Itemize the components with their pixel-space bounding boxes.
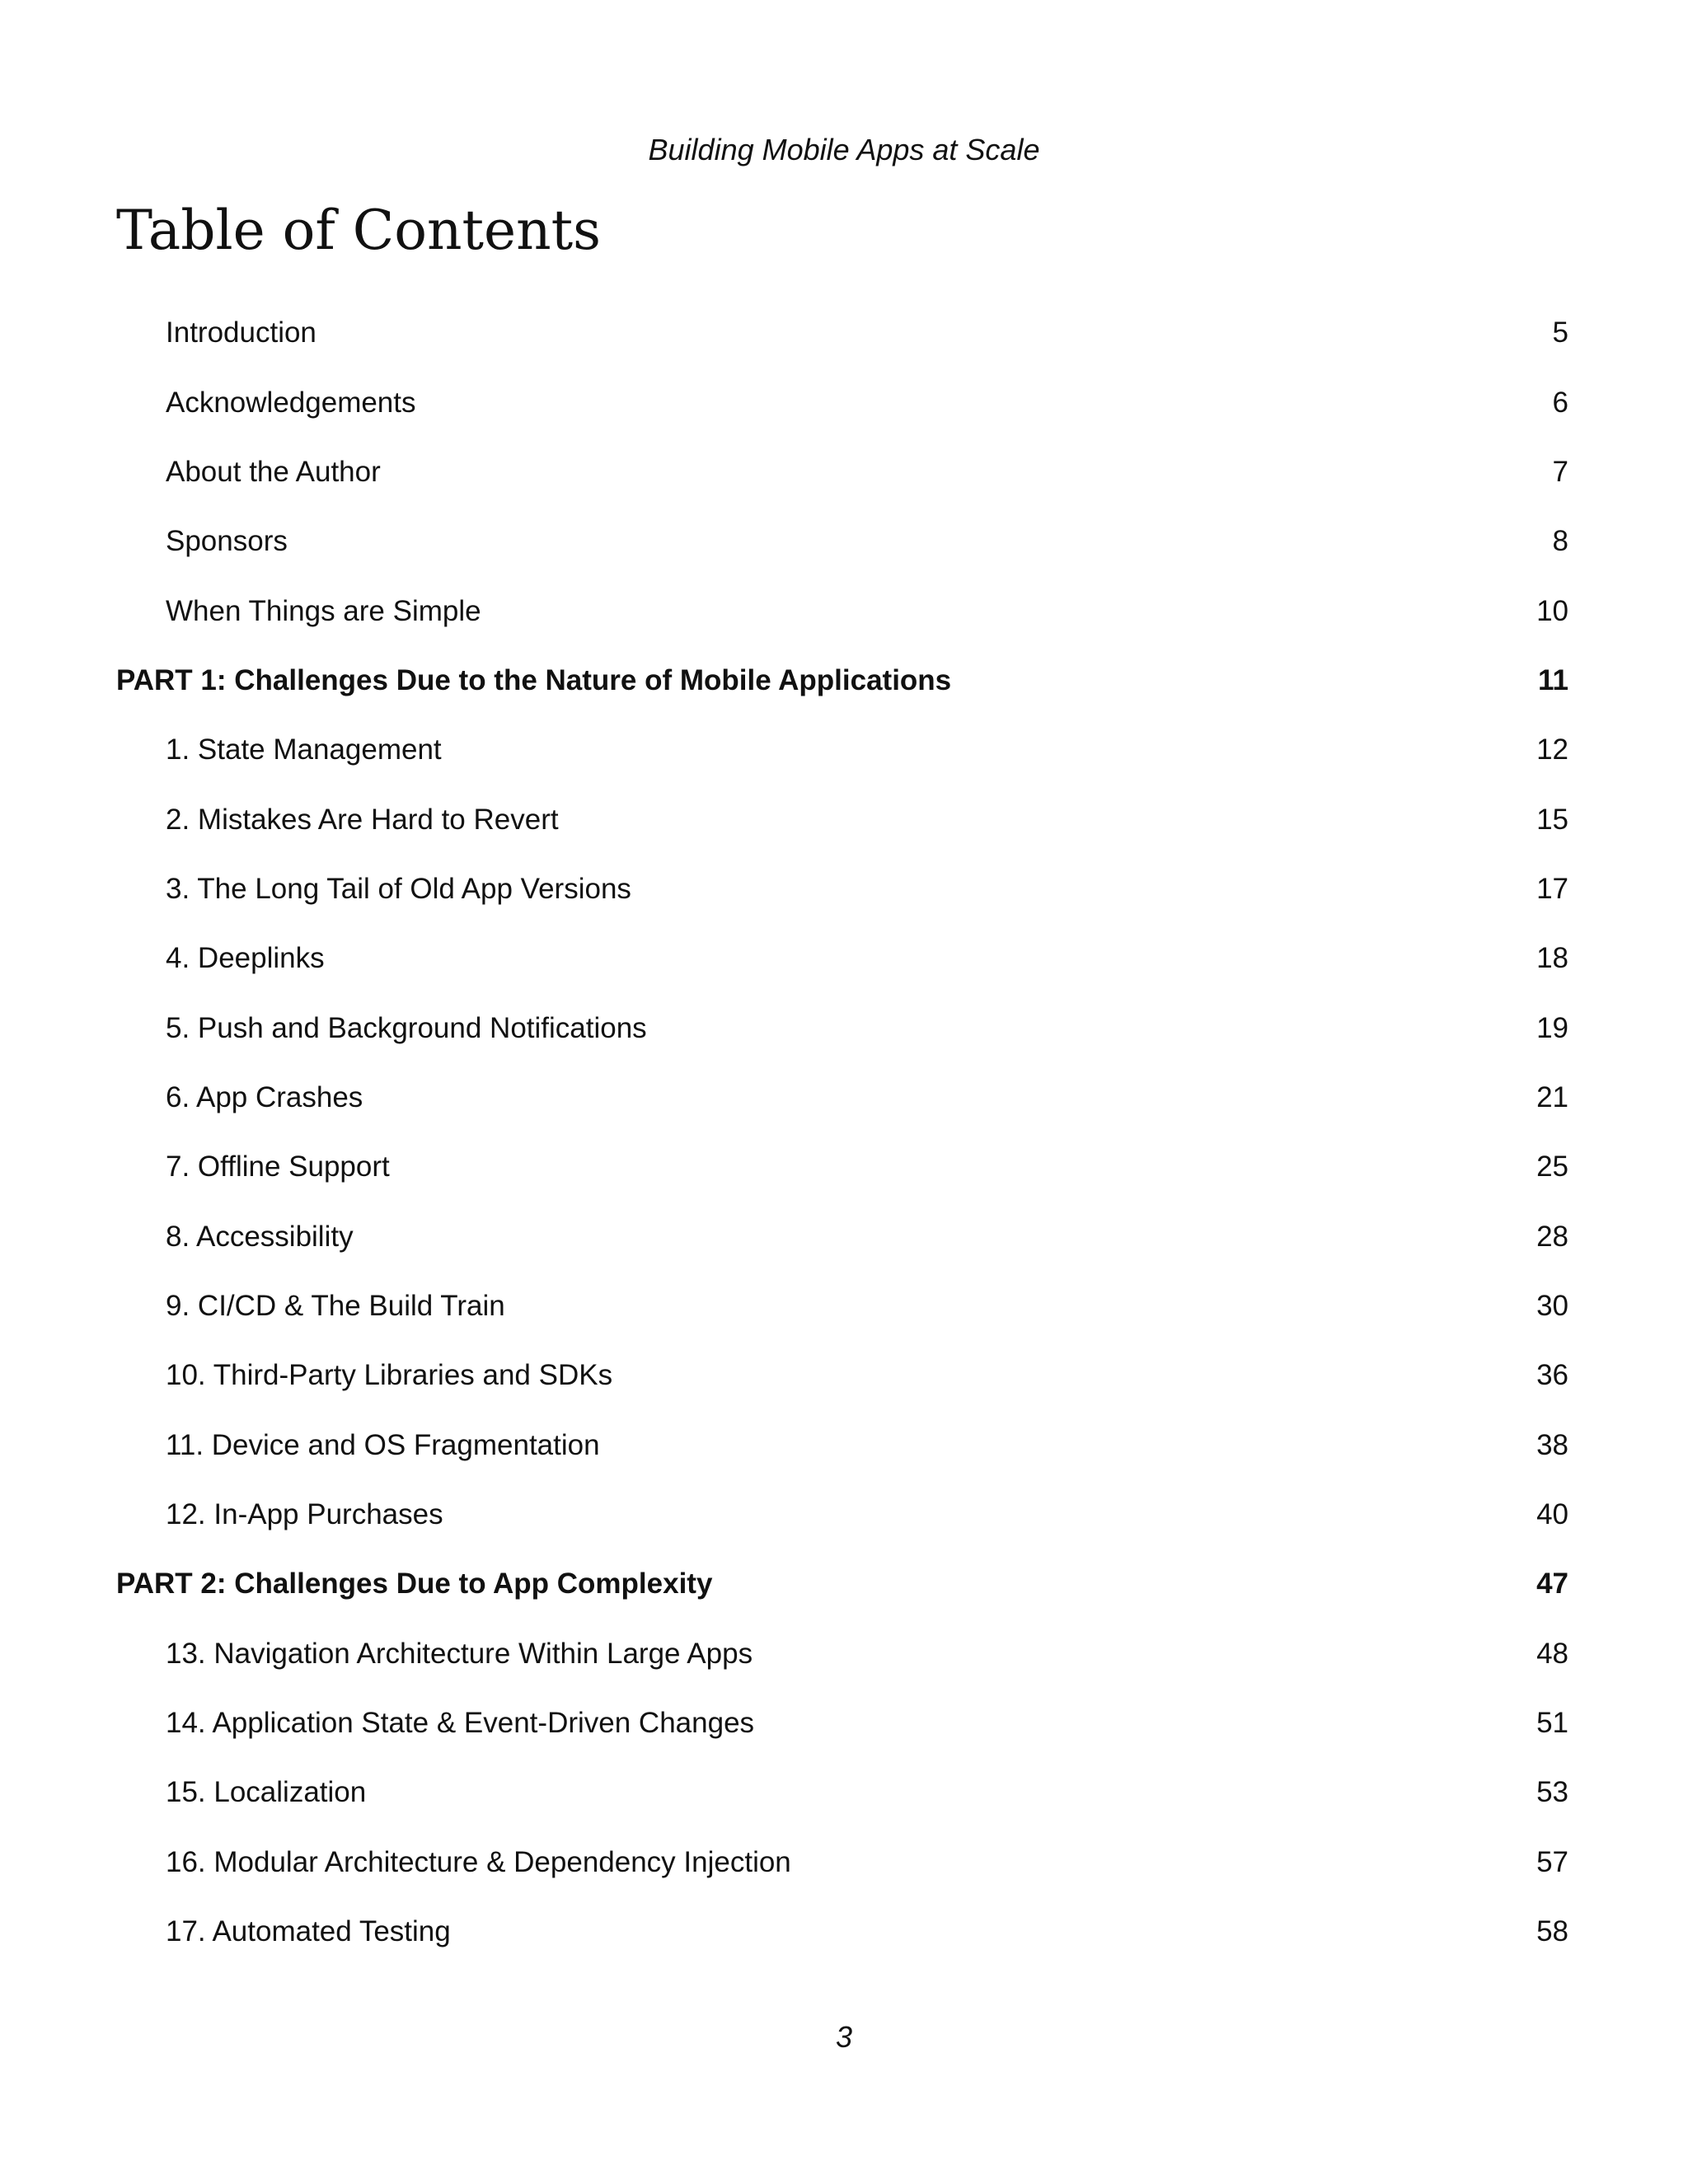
toc-entry-label[interactable]: Sponsors [166, 525, 288, 558]
toc-entry[interactable] [116, 1341, 1568, 1410]
toc-entry[interactable] [116, 1411, 1568, 1480]
toc-entry-page-number[interactable]: 53 [1536, 1776, 1568, 1809]
toc-part-label[interactable]: PART 1: Challenges Due to the Nature of Mobile Applications [116, 663, 952, 696]
toc-part-page-number[interactable]: 11 [1538, 663, 1568, 696]
toc-entry[interactable] [116, 785, 1568, 854]
toc-entry-page-number[interactable]: 21 [1536, 1080, 1568, 1113]
toc-entry-label[interactable]: 10. Third-Party Libraries and SDKs [166, 1359, 613, 1392]
toc-part-page-number[interactable]: 47 [1536, 1568, 1568, 1601]
toc-entry-page-number[interactable]: 51 [1536, 1707, 1568, 1740]
toc-entry[interactable] [116, 1063, 1568, 1132]
page-title: Table of Contents [116, 199, 602, 262]
running-header: Building Mobile Apps at Scale [648, 133, 1040, 166]
toc-entry[interactable] [116, 855, 1568, 924]
toc-part-heading[interactable] [116, 646, 1568, 715]
toc-entry-label[interactable]: 9. CI/CD & The Build Train [166, 1289, 505, 1322]
toc-part-heading[interactable] [116, 1549, 1568, 1619]
toc-entry-label[interactable]: 15. Localization [166, 1776, 367, 1809]
toc-entry-page-number[interactable]: 17 [1536, 872, 1568, 905]
toc-entry-label[interactable]: 7. Offline Support [166, 1151, 390, 1183]
toc-entry-label[interactable]: 16. Modular Architecture & Dependency Injection [166, 1845, 791, 1878]
toc-entry[interactable] [116, 1132, 1568, 1202]
toc-entry-label[interactable]: 11. Device and OS Fragmentation [166, 1428, 600, 1461]
toc-entry[interactable] [116, 924, 1568, 993]
toc-entry-page-number[interactable]: 57 [1536, 1845, 1568, 1878]
toc-entry[interactable] [116, 1758, 1568, 1827]
toc-entry-page-number[interactable]: 18 [1536, 942, 1568, 975]
toc-entry-label[interactable]: About the Author [166, 455, 381, 488]
toc-entry-page-number[interactable]: 8 [1552, 525, 1568, 558]
toc-part-label[interactable]: PART 2: Challenges Due to App Complexity [116, 1568, 713, 1601]
table-of-contents [116, 298, 1568, 1966]
toc-entry-page-number[interactable]: 5 [1552, 316, 1568, 349]
toc-entry-page-number[interactable]: 7 [1552, 455, 1568, 488]
toc-entry[interactable] [116, 1897, 1568, 1966]
toc-entry-label[interactable]: 6. App Crashes [166, 1080, 363, 1113]
toc-entry-label[interactable]: 13. Navigation Architecture Within Large Apps [166, 1637, 753, 1670]
toc-entry[interactable] [116, 993, 1568, 1062]
toc-entry-page-number[interactable]: 58 [1536, 1915, 1568, 1948]
toc-entry[interactable] [116, 576, 1568, 645]
toc-entry[interactable] [116, 1272, 1568, 1341]
toc-entry-label[interactable]: 8. Accessibility [166, 1220, 354, 1253]
toc-entry-label[interactable]: 14. Application State & Event-Driven Changes [166, 1707, 755, 1740]
toc-entry[interactable] [116, 1619, 1568, 1689]
toc-entry-page-number[interactable]: 38 [1536, 1428, 1568, 1461]
toc-entry-label[interactable]: 5. Push and Background Notifications [166, 1011, 647, 1044]
toc-entry-page-number[interactable]: 48 [1536, 1637, 1568, 1670]
toc-entry-page-number[interactable]: 25 [1536, 1151, 1568, 1183]
toc-entry-page-number[interactable]: 19 [1536, 1011, 1568, 1044]
toc-entry-label[interactable]: 3. The Long Tail of Old App Versions [166, 872, 631, 905]
toc-entry[interactable] [116, 368, 1568, 437]
toc-entry-page-number[interactable]: 30 [1536, 1289, 1568, 1322]
page-number: 3 [835, 2020, 853, 2054]
toc-entry-label[interactable]: 17. Automated Testing [166, 1915, 451, 1948]
toc-entry[interactable] [116, 715, 1568, 785]
toc-entry-page-number[interactable]: 36 [1536, 1359, 1568, 1392]
toc-entry-page-number[interactable]: 6 [1552, 386, 1568, 419]
toc-entry-page-number[interactable]: 12 [1536, 733, 1568, 766]
toc-entry[interactable] [116, 1689, 1568, 1758]
toc-entry-label[interactable]: 12. In-App Purchases [166, 1498, 443, 1531]
toc-entry[interactable] [116, 1480, 1568, 1549]
toc-entry-label[interactable]: Introduction [166, 316, 316, 349]
toc-entry[interactable] [116, 438, 1568, 507]
toc-entry[interactable] [116, 298, 1568, 368]
toc-entry[interactable] [116, 1202, 1568, 1271]
toc-entry-label[interactable]: Acknowledgements [166, 386, 416, 419]
toc-entry[interactable] [116, 507, 1568, 576]
toc-entry-label[interactable]: 1. State Management [166, 733, 442, 766]
toc-entry[interactable] [116, 1828, 1568, 1897]
toc-entry-page-number[interactable]: 40 [1536, 1498, 1568, 1531]
toc-entry-label[interactable]: When Things are Simple [166, 594, 481, 627]
toc-entry-label[interactable]: 2. Mistakes Are Hard to Revert [166, 803, 559, 836]
toc-entry-label[interactable]: 4. Deeplinks [166, 942, 325, 975]
toc-entry-page-number[interactable]: 28 [1536, 1220, 1568, 1253]
toc-entry-page-number[interactable]: 10 [1536, 594, 1568, 627]
toc-entry-page-number[interactable]: 15 [1536, 803, 1568, 836]
